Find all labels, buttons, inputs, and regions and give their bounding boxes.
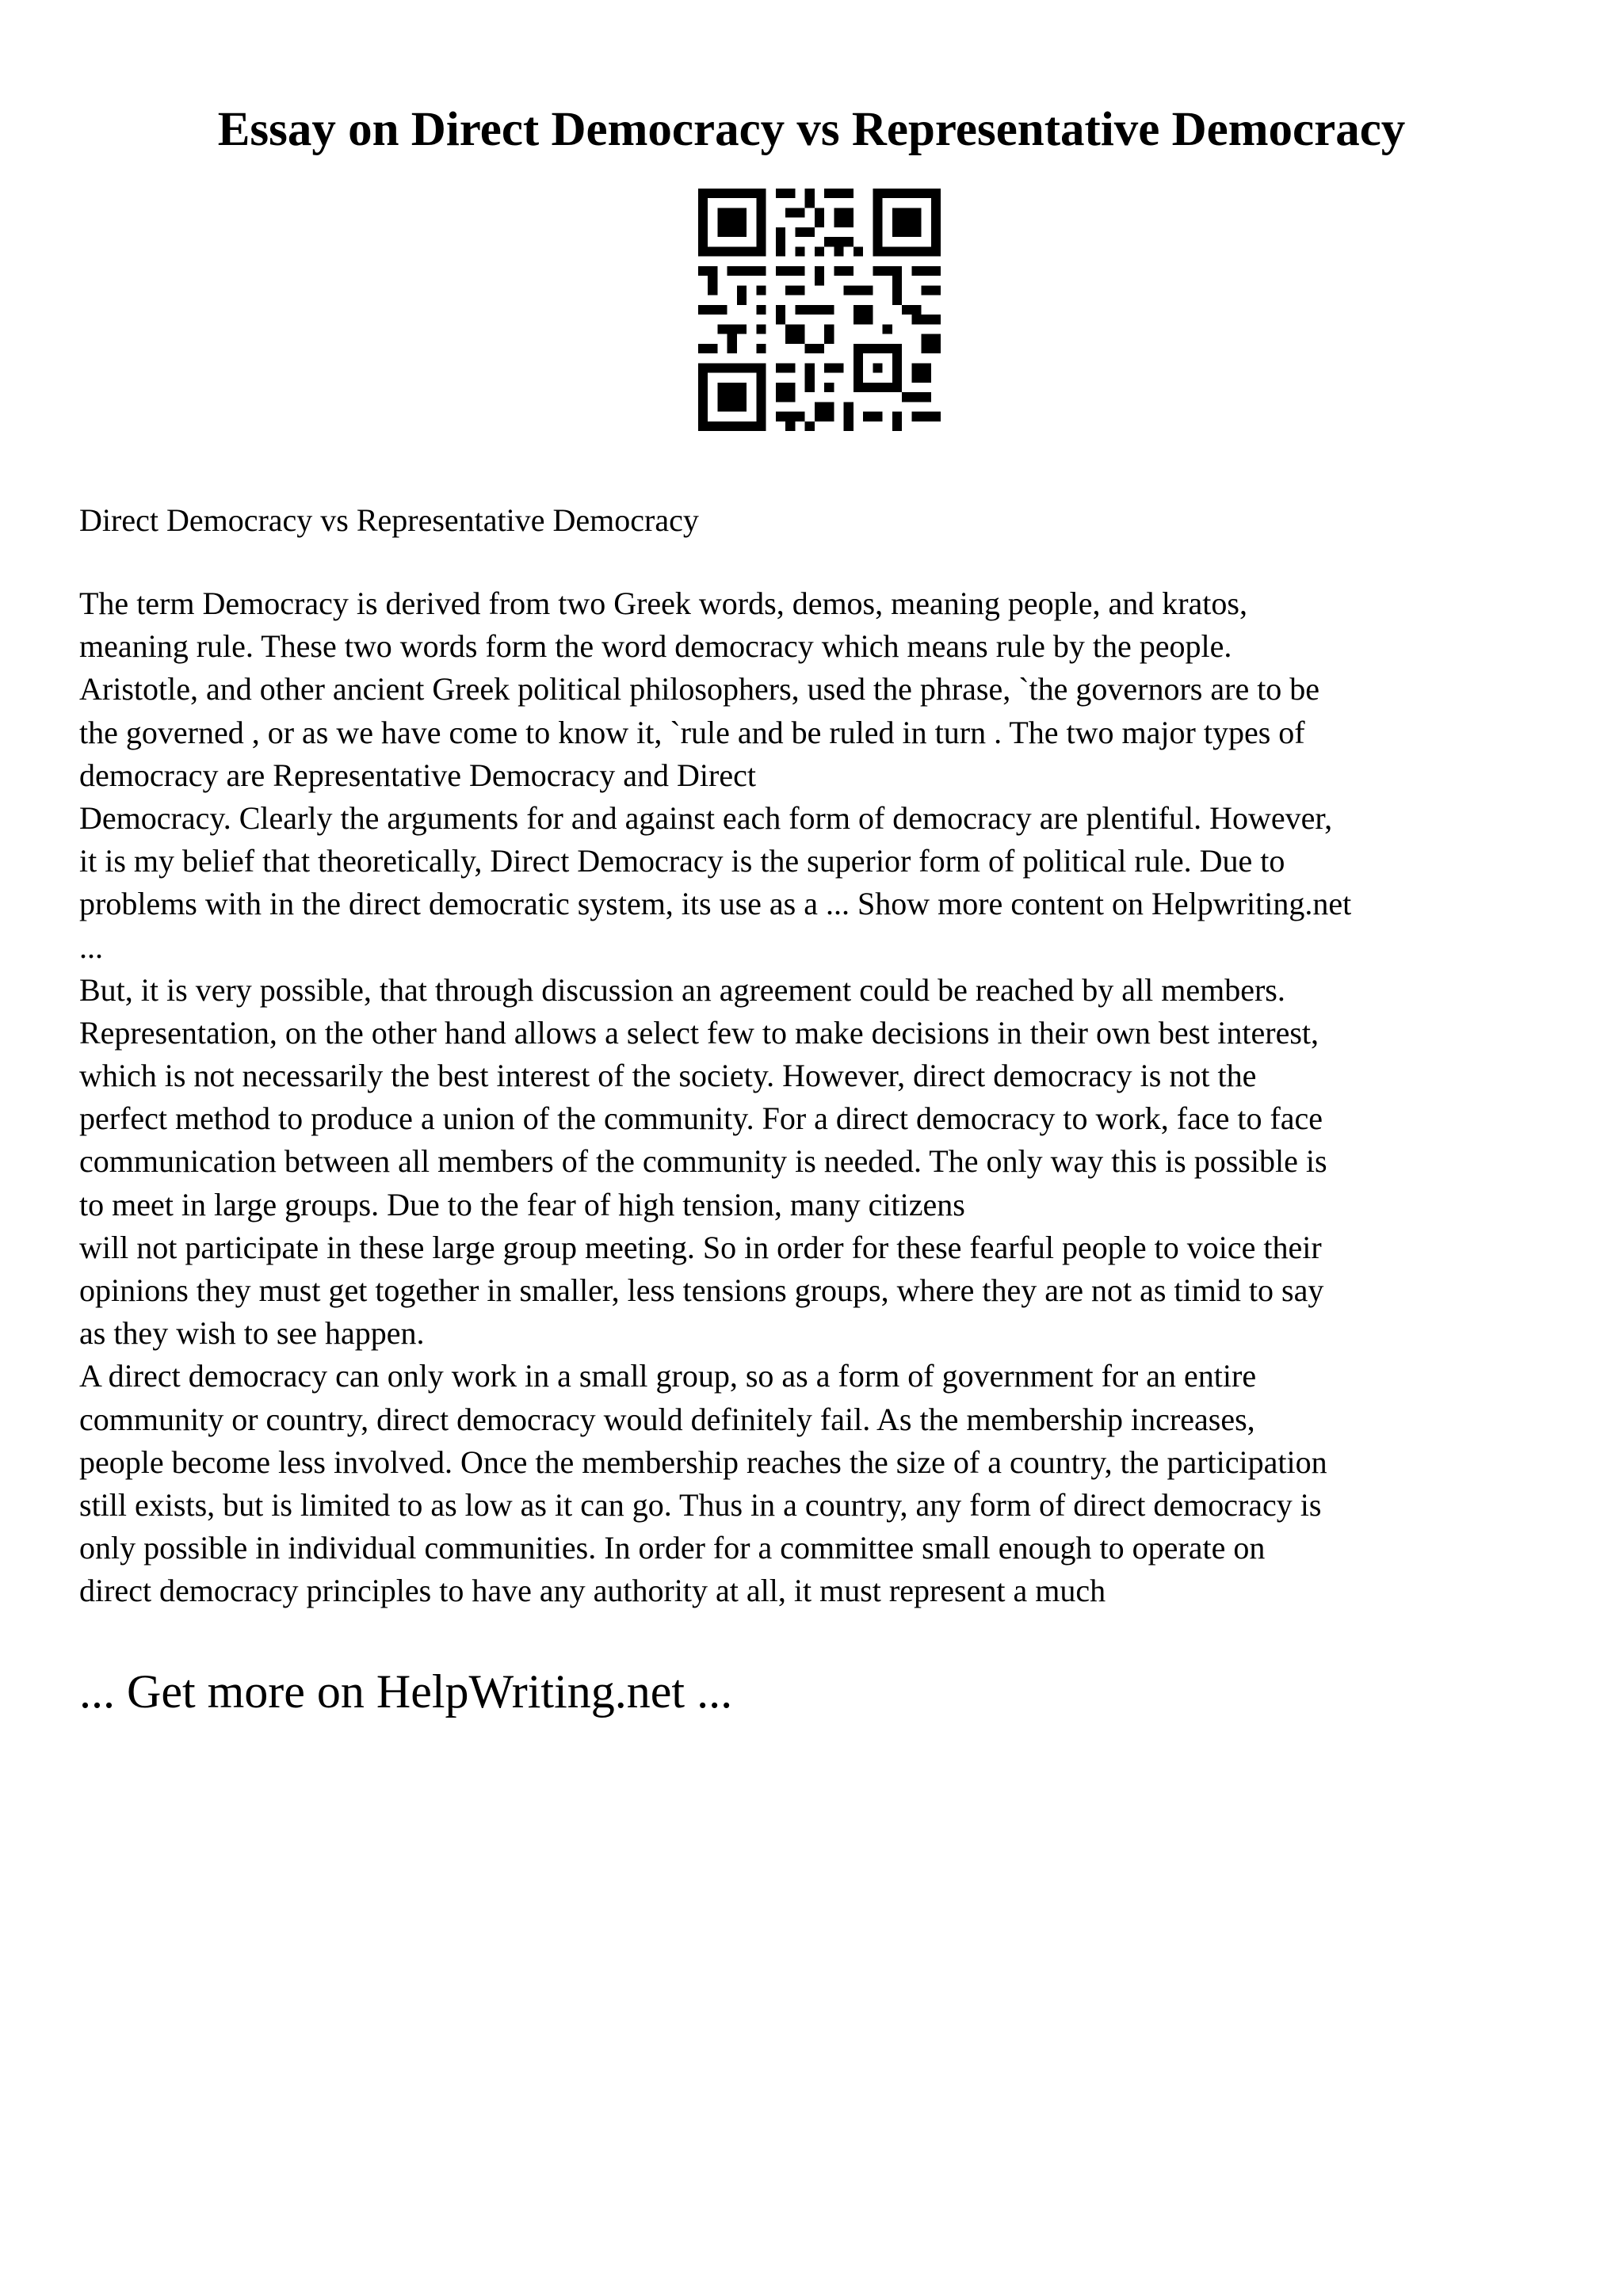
essay-line: only possible in individual communities. In order for a committee small enough to operate on bbox=[79, 1530, 1266, 1566]
essay-line: people become less involved. Once the membership reaches the size of a country, the participation bbox=[79, 1444, 1327, 1480]
essay-line: A direct democracy can only work in a small group, so as a form of government for an entire bbox=[79, 1358, 1257, 1394]
essay-line: Democracy. Clearly the arguments for and against each form of democracy are plentiful. However, bbox=[79, 799, 1333, 836]
essay-line: democracy are Representative Democracy and Direct bbox=[79, 757, 756, 793]
essay-subtitle: Direct Democracy vs Representative Democracy bbox=[79, 502, 699, 538]
essay-line: the governed , or as we have come to know it, `rule and be ruled in turn . The two major types of bbox=[79, 714, 1305, 750]
essay-line: it is my belief that theoretically, Direct Democracy is the superior form of political rule. Due to bbox=[79, 843, 1285, 879]
essay-line: perfect method to produce a union of the community. For a direct democracy to work, face to face bbox=[79, 1100, 1323, 1137]
qr-code bbox=[698, 189, 941, 431]
essay-line: communication between all members of the community is needed. The only way this is possible is bbox=[79, 1143, 1327, 1180]
essay-line: as they wish to see happen. bbox=[79, 1315, 425, 1352]
essay-line: which is not necessarily the best interest of the society. However, direct democracy is not the bbox=[79, 1058, 1257, 1094]
essay-line: ... bbox=[79, 929, 103, 965]
essay-line: But, it is very possible, that through discussion an agreement could be reached by all members. bbox=[79, 971, 1285, 1008]
get-more-link[interactable]: ... Get more on HelpWriting.net ... bbox=[79, 1665, 733, 1718]
essay-line: direct democracy principles to have any authority at all, it must represent a much bbox=[79, 1573, 1106, 1609]
essay-line: to meet in large groups. Due to the fear of high tension, many citizens bbox=[79, 1186, 965, 1222]
essay-line: meaning rule. These two words form the word democracy which means rule by the people. bbox=[79, 628, 1232, 665]
essay-line: problems with in the direct democratic system, its use as a ... Show more content on Helpwriting.net bbox=[79, 886, 1352, 922]
page-title: Essay on Direct Democracy vs Representative Democracy bbox=[217, 103, 1406, 156]
essay-line: still exists, but is limited to as low as it can go. Thus in a country, any form of direct democracy is bbox=[79, 1486, 1322, 1523]
essay-line: Aristotle, and other ancient Greek political philosophers, used the phrase, `the governors are to be bbox=[79, 671, 1320, 707]
essay-line: The term Democracy is derived from two Greek words, demos, meaning people, and kratos, bbox=[79, 585, 1247, 621]
essay-line: Representation, on the other hand allows a select few to make decisions in their own best interest, bbox=[79, 1014, 1319, 1051]
essay-line: will not participate in these large group meeting. So in order for these fearful people to voice their bbox=[79, 1229, 1322, 1265]
essay-body bbox=[79, 582, 1569, 1613]
qr-code-graphic bbox=[698, 189, 941, 431]
essay-line: community or country, direct democracy would definitely fail. As the membership increases, bbox=[79, 1401, 1255, 1437]
essay-line: opinions they must get together in smaller, less tensions groups, where they are not as timid to say bbox=[79, 1272, 1324, 1308]
